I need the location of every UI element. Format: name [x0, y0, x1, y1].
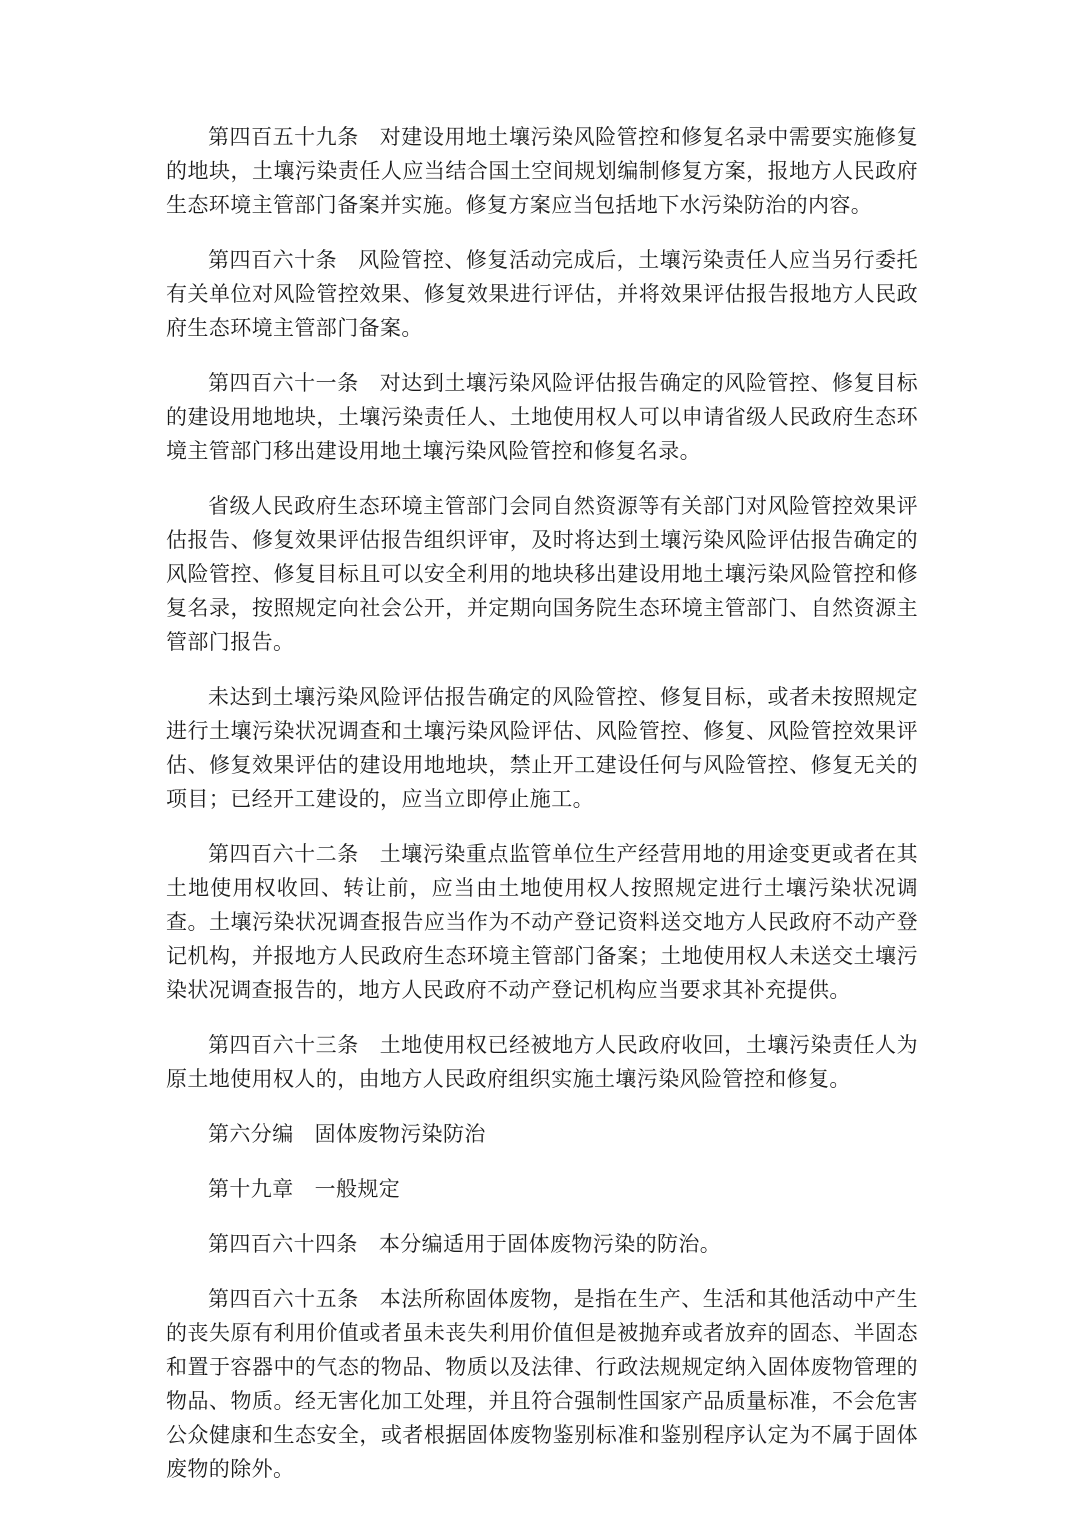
article-number: 第四百五十九条 — [208, 125, 359, 149]
part-label: 第六分编 — [208, 1122, 294, 1146]
article-461-paragraph-3 — [166, 680, 918, 816]
article-number: 第四百六十二条 — [208, 842, 359, 866]
chapter-title: 一般规定 — [314, 1177, 401, 1201]
article-460 — [166, 243, 918, 345]
chapter-heading — [166, 1172, 918, 1206]
article-number: 第四百六十三条 — [208, 1033, 359, 1057]
article-462 — [166, 837, 918, 1007]
article-465 — [166, 1282, 918, 1486]
article-461-paragraph-2 — [166, 489, 918, 659]
article-text: 本分编适用于固体废物污染的防治。 — [378, 1232, 722, 1256]
article-text: 土地使用权已经被地方人民政府收回，土壤污染责任人为原土地使用权人的，由地方人民政府组织实施土壤污染风险管控和修复。 — [166, 1033, 918, 1091]
article-text: 对达到土壤污染风险评估报告确定的风险管控、修复目标的建设用地地块，土壤污染责任人、土地使用权人可以申请省级人民政府生态环境主管部门移出建设用地土壤污染风险管控和修复名录。 — [166, 371, 918, 463]
document-page — [166, 120, 918, 1507]
article-text: 土壤污染重点监管单位生产经营用地的用途变更或者在其土地使用权收回、转让前，应当由土地使用权人按照规定进行土壤污染状况调查。土壤污染状况调查报告应当作为不动产登记资料送交地方人民政府不动产登记机构，并报地方人民政府生态环境主管部门备案；土地使用权人未送交土壤污染状况调查报告的，地方人民政府不动产登记机构应当要求其补充提供。 — [166, 842, 918, 1002]
article-number: 第四百六十条 — [208, 248, 338, 272]
part-title: 固体废物污染防治 — [314, 1122, 486, 1146]
paragraph-text: 未达到土壤污染风险评估报告确定的风险管控、修复目标，或者未按照规定进行土壤污染状况调查和土壤污染风险评估、风险管控、修复、风险管控效果评估、修复效果评估的建设用地地块，禁止开工建设任何与风险管控、修复无关的项目；已经开工建设的，应当立即停止施工。 — [166, 685, 918, 811]
paragraph-text: 省级人民政府生态环境主管部门会同自然资源等有关部门对风险管控效果评估报告、修复效果评估报告组织评审，及时将达到土壤污染风险评估报告确定的风险管控、修复目标且可以安全利用的地块移出建设用地土壤污染风险管控和修复名录，按照规定向社会公开，并定期向国务院生态环境主管部门、自然资源主管部门报告。 — [166, 494, 918, 654]
article-number: 第四百六十四条 — [208, 1232, 358, 1256]
article-461 — [166, 366, 918, 468]
article-459 — [166, 120, 918, 222]
article-text: 本法所称固体废物，是指在生产、生活和其他活动中产生的丧失原有利用价值或者虽未丧失利用价值但是被抛弃或者放弃的固态、半固态和置于容器中的气态的物品、物质以及法律、行政法规规定纳入固体废物管理的物品、物质。经无害化加工处理，并且符合强制性国家产品质量标准，不会危害公众健康和生态安全，或者根据固体废物鉴别标准和鉴别程序认定为不属于固体废物的除外。 — [166, 1287, 918, 1481]
article-464 — [166, 1227, 918, 1261]
article-number: 第四百六十一条 — [208, 371, 359, 395]
article-text: 对建设用地土壤污染风险管控和修复名录中需要实施修复的地块，土壤污染责任人应当结合国土空间规划编制修复方案，报地方人民政府生态环境主管部门备案并实施。修复方案应当包括地下水污染防治的内容。 — [166, 125, 918, 217]
article-number: 第四百六十五条 — [208, 1287, 359, 1311]
article-463 — [166, 1028, 918, 1096]
chapter-label: 第十九章 — [208, 1177, 294, 1201]
part-heading — [166, 1117, 918, 1151]
article-text: 风险管控、修复活动完成后，土壤污染责任人应当另行委托有关单位对风险管控效果、修复效果进行评估，并将效果评估报告报地方人民政府生态环境主管部门备案。 — [166, 248, 918, 340]
